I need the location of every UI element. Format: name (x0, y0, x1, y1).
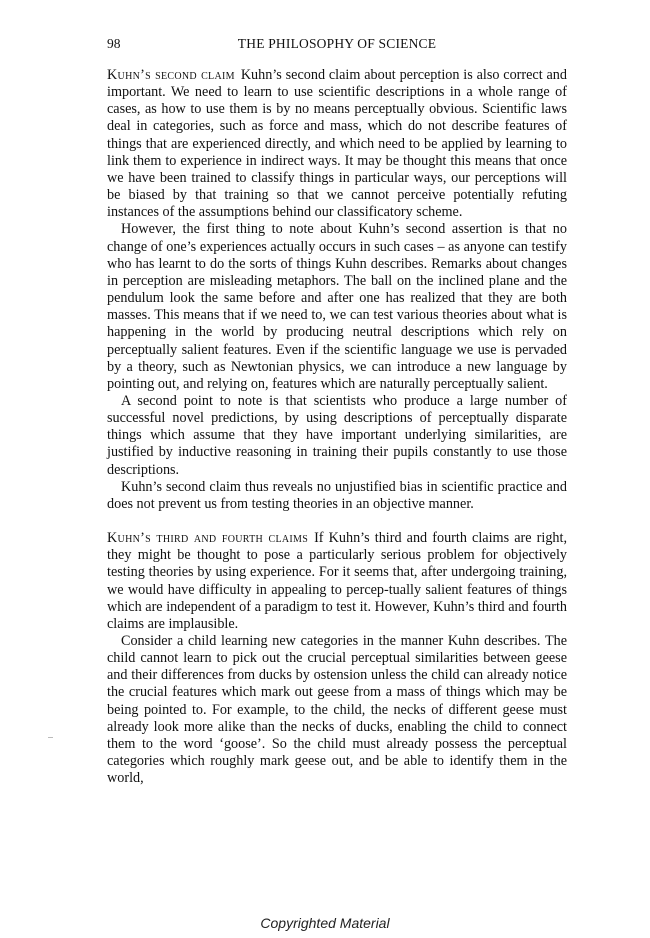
book-page (107, 33, 567, 787)
paragraph (107, 67, 567, 221)
paragraph: Kuhn’s second claim thus reveals no unjustified bias in scientific practice and does not prevent us from testing theories in an objective manner. (107, 478, 567, 512)
paragraph: Consider a child learning new categories in the manner Kuhn describes. The child cannot learn to pick out the crucial perceptual similarities between geese and their differences from ducks by ostension unless the child can already notice the crucial features which mark out geese from a mass of things which may be being pointed to. For example, to the child, the necks of different geese must already look more alike than the necks of ducks, enabling the child to connect them to the word ‘goose’. So the child must already possess the perceptual categories which roughly mark geese out, and be able to identify them in the world, (107, 633, 567, 787)
section-heading: Kuhn’s third and fourth claims (107, 530, 309, 547)
section-heading: Kuhn’s second claim (107, 67, 235, 83)
paragraph (107, 530, 567, 633)
copyright-footer: Copyrighted Material (260, 915, 390, 931)
body-text (107, 67, 567, 787)
paragraph: However, the first thing to note about Kuhn’s second assertion is that no change of one’s experiences actually occurs in such cases – as anyone can testify who has learnt to do the sorts of things Kuhn describes. Remarks about changes in perception are misleading metaphors. The ball on the inclined plane and the pendulum look the same before and after one has realized that they are both masses. This means that if we need to, we can test various theories about what is happening in the world by producing neutral descriptions which rely on perceptually salient features. Even if the scientific language we use is pervaded by a theory, such as Newtonian physics, we can introduce a new language by pointing out, and relying on, features which are naturally perceptually salient. (107, 221, 567, 392)
paragraph-text: If Kuhn’s third and fourth claims are right, they might be thought to pose a particularly serious problem for objectively testing theories by using experience. For it seems that, after undergoing training, we would have difficulty in appealing to percep-tually salient features of things which are independent of a paradigm to test it. However, Kuhn’s third and fourth claims are implausible. (107, 530, 567, 632)
paragraph: A second point to note is that scientists who produce a large number of successful novel predictions, by using descriptions of perceptually disparate things which assume that they have important underlying similarities, are justified by inductive reasoning in training their pupils constantly to use those descriptions. (107, 392, 567, 478)
running-head (107, 33, 567, 55)
section-divider (107, 513, 567, 530)
scan-speck (48, 737, 53, 738)
running-title: THE PHILOSOPHY OF SCIENCE (237, 36, 437, 51)
paragraph-text: Kuhn’s second claim about perception is also correct and important. We need to learn to use scientific descriptions in a whole range of cases, as how to use them is by no means perceptually obvious. Scientific laws deal in categories, such as force and mass, which do not describe features of things that are experienced directly, and which need to be applied by learning to link them to experience in indirect ways. It may be thought this means that once we have been trained to classify things in particular ways, our perceptions will be biased by that training so that we cannot perceive potentially refuting instances of the assumptions behind our classificatory scheme. (107, 67, 567, 221)
page-number: 98 (107, 36, 121, 51)
